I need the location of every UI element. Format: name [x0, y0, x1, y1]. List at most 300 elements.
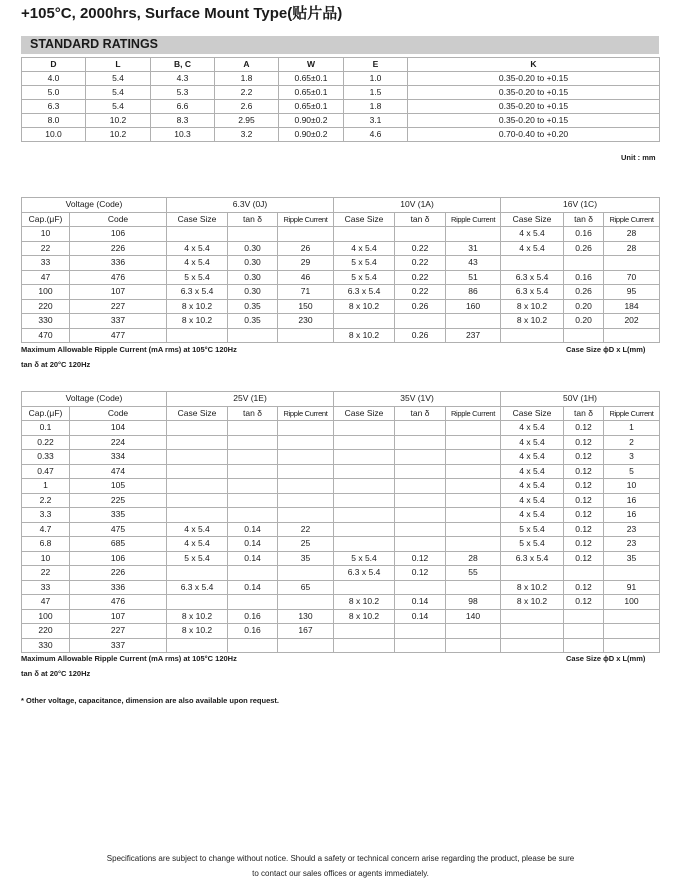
table-cell: 0.14 — [228, 537, 278, 552]
table-row — [22, 464, 660, 479]
table-cell: 0.12 — [395, 566, 446, 581]
column-header: Case Size — [334, 406, 395, 421]
column-header: Ripple Current — [604, 212, 660, 227]
table-cell: 98 — [446, 595, 501, 610]
table-cell: 0.26 — [564, 285, 604, 300]
table-cell — [167, 328, 228, 343]
table-cell: 0.26 — [564, 241, 604, 256]
column-header: E — [344, 58, 408, 72]
table-cell: 23 — [604, 522, 660, 537]
code-header: Code — [70, 212, 167, 227]
table-row — [22, 537, 660, 552]
table-cell: 10 — [22, 227, 70, 242]
table-cell: 4.7 — [22, 522, 70, 537]
table-cell: 8 x 10.2 — [334, 328, 395, 343]
table-cell: 1 — [22, 479, 70, 494]
table-cell: 95 — [604, 285, 660, 300]
table-row — [22, 227, 660, 242]
table-cell — [564, 624, 604, 639]
table-cell — [228, 638, 278, 653]
column-header: L — [86, 58, 151, 72]
table-cell: 8 x 10.2 — [334, 609, 395, 624]
table-cell: 51 — [446, 270, 501, 285]
column-header: Case Size — [167, 212, 228, 227]
table-cell — [278, 450, 334, 465]
table-cell: 5 x 5.4 — [334, 270, 395, 285]
table-cell: 0.16 — [228, 609, 278, 624]
table-cell: 140 — [446, 609, 501, 624]
standard-ratings-table — [21, 57, 660, 142]
table-cell: 150 — [278, 299, 334, 314]
table-cell: 0.35-0.20 to +0.15 — [408, 86, 660, 100]
table-cell: 167 — [278, 624, 334, 639]
table-cell: 0.12 — [564, 464, 604, 479]
table-cell: 4 x 5.4 — [167, 522, 228, 537]
table-row — [22, 435, 660, 450]
availability-note: * Other voltage, capacitance, dimension are also available upon request. — [21, 696, 280, 705]
table-row — [22, 522, 660, 537]
table-cell: 0.30 — [228, 270, 278, 285]
table-cell — [228, 464, 278, 479]
table-cell — [604, 624, 660, 639]
table-row — [22, 241, 660, 256]
table-cell — [334, 435, 395, 450]
table-cell: 6.3 x 5.4 — [334, 285, 395, 300]
table-row — [22, 285, 660, 300]
table-cell: 5.0 — [22, 86, 86, 100]
table-cell — [395, 450, 446, 465]
table-cell: 2.2 — [22, 493, 70, 508]
table-cell — [395, 464, 446, 479]
table-cell: 470 — [22, 328, 70, 343]
table-cell: 3 — [604, 450, 660, 465]
table-cell: 476 — [70, 270, 167, 285]
table-cell — [395, 537, 446, 552]
table-cell: 0.12 — [564, 435, 604, 450]
table-cell: 227 — [70, 624, 167, 639]
table-cell: 0.65±0.1 — [279, 72, 344, 86]
table-cell: 106 — [70, 227, 167, 242]
table-cell — [604, 328, 660, 343]
table-cell: 5.4 — [86, 100, 151, 114]
column-header: Ripple Current — [604, 406, 660, 421]
table-cell — [167, 227, 228, 242]
table-cell — [501, 638, 564, 653]
table-cell: 10.3 — [151, 128, 215, 142]
table-cell: 476 — [70, 595, 167, 610]
table-cell: 8 x 10.2 — [167, 609, 228, 624]
table-cell: 6.3 x 5.4 — [167, 580, 228, 595]
table-cell: 4 x 5.4 — [501, 421, 564, 436]
table-cell: 47 — [22, 270, 70, 285]
column-header-row — [22, 406, 660, 421]
table-cell — [228, 328, 278, 343]
table-cell: 4 x 5.4 — [167, 256, 228, 271]
table-cell: 22 — [22, 241, 70, 256]
table-cell: 0.14 — [228, 522, 278, 537]
ripple-note: Maximum Allowable Ripple Current (mA rms) at 105°C 120Hz — [21, 654, 237, 663]
table-cell — [278, 566, 334, 581]
table-cell: 0.26 — [395, 328, 446, 343]
table-cell — [395, 314, 446, 329]
table-cell: 6.3 x 5.4 — [501, 270, 564, 285]
table-cell — [334, 479, 395, 494]
table-cell: 10.2 — [86, 114, 151, 128]
table-cell — [334, 227, 395, 242]
table-cell: 31 — [446, 241, 501, 256]
table-cell: 107 — [70, 285, 167, 300]
table-cell: 226 — [70, 566, 167, 581]
table-cell: 105 — [70, 479, 167, 494]
table-cell: 337 — [70, 638, 167, 653]
unit-note: Unit : mm — [621, 153, 656, 162]
voltage-header-row — [22, 198, 660, 213]
table-cell: 0.12 — [564, 493, 604, 508]
table-cell: 100 — [22, 609, 70, 624]
table-cell: 5 — [604, 464, 660, 479]
table-cell: 0.12 — [564, 450, 604, 465]
table-cell: 0.30 — [228, 241, 278, 256]
table-cell — [334, 624, 395, 639]
table-cell: 0.33 — [22, 450, 70, 465]
table-cell — [395, 479, 446, 494]
column-header: tan δ — [395, 212, 446, 227]
table-cell: 8.0 — [22, 114, 86, 128]
column-header: W — [279, 58, 344, 72]
column-header: D — [22, 58, 86, 72]
table-cell: 0.14 — [228, 580, 278, 595]
table-cell — [167, 450, 228, 465]
table-cell: 65 — [278, 580, 334, 595]
table-cell: 6.3 x 5.4 — [334, 566, 395, 581]
table-cell: 224 — [70, 435, 167, 450]
table-cell: 86 — [446, 285, 501, 300]
voltage-header: 25V (1E) — [167, 392, 334, 407]
table-cell — [501, 328, 564, 343]
table-cell: 25 — [278, 537, 334, 552]
table-row — [22, 595, 660, 610]
table-cell — [228, 421, 278, 436]
table-cell: 5 x 5.4 — [167, 551, 228, 566]
table-cell: 8 x 10.2 — [334, 299, 395, 314]
table-cell: 106 — [70, 551, 167, 566]
table-cell: 26 — [278, 241, 334, 256]
voltage-header: 10V (1A) — [334, 198, 501, 213]
table-cell: 1 — [604, 421, 660, 436]
table-cell — [167, 435, 228, 450]
column-header-row — [22, 212, 660, 227]
table-cell: 4 x 5.4 — [501, 241, 564, 256]
table-cell — [334, 537, 395, 552]
voltage-code-header: Voltage (Code) — [22, 198, 167, 213]
table-cell — [334, 638, 395, 653]
column-header: Case Size — [167, 406, 228, 421]
table-cell — [167, 464, 228, 479]
table-cell — [446, 638, 501, 653]
table-cell: 8 x 10.2 — [501, 314, 564, 329]
table-cell — [228, 566, 278, 581]
table-cell: 0.30 — [228, 285, 278, 300]
table-cell — [228, 450, 278, 465]
table-cell — [395, 493, 446, 508]
column-header: A — [215, 58, 279, 72]
table-cell — [278, 435, 334, 450]
table-cell: 47 — [22, 595, 70, 610]
table-cell: 0.16 — [564, 227, 604, 242]
table-cell: 104 — [70, 421, 167, 436]
table-cell: 6.8 — [22, 537, 70, 552]
table-cell — [278, 227, 334, 242]
table-cell — [446, 624, 501, 639]
voltage-header: 6.3V (0J) — [167, 198, 334, 213]
table-cell: 220 — [22, 624, 70, 639]
table-cell: 0.12 — [564, 421, 604, 436]
standard-ratings-heading: STANDARD RATINGS — [30, 37, 159, 51]
table-cell — [446, 450, 501, 465]
column-header: Ripple Current — [278, 406, 334, 421]
table-cell: 10.0 — [22, 128, 86, 142]
table-cell — [167, 595, 228, 610]
table-cell — [278, 595, 334, 610]
table-cell — [395, 435, 446, 450]
table-cell — [446, 537, 501, 552]
table-cell: 28 — [604, 241, 660, 256]
table-cell: 5 x 5.4 — [334, 551, 395, 566]
ratings-table-high-voltage — [21, 391, 660, 653]
table-row — [22, 493, 660, 508]
table-cell: 6.6 — [151, 100, 215, 114]
table-cell: 4 x 5.4 — [167, 241, 228, 256]
table-cell: 0.12 — [564, 537, 604, 552]
table-cell: 2.2 — [215, 86, 279, 100]
table-cell: 5.4 — [86, 86, 151, 100]
table-cell: 0.1 — [22, 421, 70, 436]
footer-line-2: to contact our sales offices or agents immediately. — [252, 869, 429, 878]
table-cell: 4 x 5.4 — [501, 464, 564, 479]
table-cell — [167, 638, 228, 653]
table-cell: 0.22 — [395, 270, 446, 285]
table-cell: 6.3 — [22, 100, 86, 114]
table-cell: 334 — [70, 450, 167, 465]
table-cell: 8.3 — [151, 114, 215, 128]
table-cell — [278, 479, 334, 494]
table-row — [22, 551, 660, 566]
table-cell: 3.2 — [215, 128, 279, 142]
table-cell: 35 — [604, 551, 660, 566]
table-cell — [334, 464, 395, 479]
table-cell — [278, 421, 334, 436]
table-cell: 0.12 — [564, 595, 604, 610]
table-cell: 91 — [604, 580, 660, 595]
table-row — [22, 100, 660, 114]
table-cell: 0.65±0.1 — [279, 100, 344, 114]
table-cell — [278, 508, 334, 523]
table-cell: 6.3 x 5.4 — [501, 285, 564, 300]
table-cell: 33 — [22, 256, 70, 271]
capacitance-header: Cap.(μF) — [22, 406, 70, 421]
table-cell: 43 — [446, 256, 501, 271]
table-cell: 335 — [70, 508, 167, 523]
code-header: Code — [70, 406, 167, 421]
table-cell: 16 — [604, 508, 660, 523]
voltage-code-header: Voltage (Code) — [22, 392, 167, 407]
table-cell — [278, 464, 334, 479]
column-header: tan δ — [228, 406, 278, 421]
table-cell: 0.14 — [228, 551, 278, 566]
table-cell — [228, 508, 278, 523]
table-row — [22, 508, 660, 523]
table-cell: 4.3 — [151, 72, 215, 86]
table-cell: 0.12 — [564, 508, 604, 523]
table-cell: 0.14 — [395, 609, 446, 624]
table-cell: 4 x 5.4 — [501, 435, 564, 450]
footer-line-1: Specifications are subject to change without notice. Should a safety or technical concern arise regarding the product, please be sure — [106, 854, 575, 863]
table-cell: 0.12 — [395, 551, 446, 566]
column-header: Ripple Current — [278, 212, 334, 227]
table-cell: 0.20 — [564, 314, 604, 329]
table-cell — [395, 522, 446, 537]
table-row — [22, 479, 660, 494]
table-cell: 4 x 5.4 — [334, 241, 395, 256]
table-row — [22, 299, 660, 314]
table-cell — [564, 328, 604, 343]
table-cell: 0.20 — [564, 299, 604, 314]
table-cell: 337 — [70, 314, 167, 329]
table-cell: 226 — [70, 241, 167, 256]
table-cell: 22 — [22, 566, 70, 581]
table-cell: 4.0 — [22, 72, 86, 86]
table-cell — [501, 256, 564, 271]
table-cell: 6.3 x 5.4 — [167, 285, 228, 300]
table-cell — [564, 609, 604, 624]
table-row — [22, 609, 660, 624]
tan-note: tan δ at 20°C 120Hz — [21, 669, 91, 678]
table-cell — [446, 580, 501, 595]
table-cell — [564, 638, 604, 653]
table-row — [22, 314, 660, 329]
table-cell: 8 x 10.2 — [501, 580, 564, 595]
table-cell — [446, 227, 501, 242]
table-cell: 5.4 — [86, 72, 151, 86]
table-cell — [446, 479, 501, 494]
table-cell: 184 — [604, 299, 660, 314]
voltage-header-row — [22, 392, 660, 407]
column-header: Case Size — [334, 212, 395, 227]
table-cell: 336 — [70, 580, 167, 595]
table-cell: 4 x 5.4 — [501, 479, 564, 494]
column-header: Ripple Current — [446, 212, 501, 227]
table-cell: 107 — [70, 609, 167, 624]
table-cell: 0.22 — [395, 241, 446, 256]
table-cell — [228, 479, 278, 494]
column-header: B, C — [151, 58, 215, 72]
table-cell — [228, 227, 278, 242]
table-cell — [446, 508, 501, 523]
column-header: Case Size — [501, 212, 564, 227]
table-cell — [167, 566, 228, 581]
table-row — [22, 638, 660, 653]
table-cell — [167, 479, 228, 494]
column-header: tan δ — [228, 212, 278, 227]
table-cell: 0.47 — [22, 464, 70, 479]
table-cell — [334, 580, 395, 595]
table-cell: 5 x 5.4 — [501, 537, 564, 552]
table-row — [22, 421, 660, 436]
table-cell: 336 — [70, 256, 167, 271]
table-cell: 4.6 — [344, 128, 408, 142]
table-row — [22, 450, 660, 465]
table-cell — [395, 227, 446, 242]
table-cell — [167, 493, 228, 508]
table-cell: 2.6 — [215, 100, 279, 114]
table-cell — [446, 421, 501, 436]
table-cell — [228, 595, 278, 610]
table-cell: 29 — [278, 256, 334, 271]
table-cell: 8 x 10.2 — [501, 595, 564, 610]
table-row — [22, 624, 660, 639]
table-cell — [395, 508, 446, 523]
table-cell: 10 — [604, 479, 660, 494]
table-cell: 225 — [70, 493, 167, 508]
table-cell: 28 — [446, 551, 501, 566]
table-row — [22, 580, 660, 595]
table-cell: 330 — [22, 314, 70, 329]
standard-ratings-heading-bar — [21, 36, 659, 54]
table-cell: 55 — [446, 566, 501, 581]
table-cell — [228, 435, 278, 450]
table-cell: 100 — [604, 595, 660, 610]
voltage-header: 50V (1H) — [501, 392, 660, 407]
table-cell: 0.65±0.1 — [279, 86, 344, 100]
table-cell — [334, 508, 395, 523]
table-cell: 0.14 — [395, 595, 446, 610]
table-cell: 35 — [278, 551, 334, 566]
table-cell — [395, 421, 446, 436]
table-cell: 0.35 — [228, 314, 278, 329]
table-cell: 4 x 5.4 — [501, 450, 564, 465]
table-cell — [446, 435, 501, 450]
table-cell: 330 — [22, 638, 70, 653]
table-cell: 1.8 — [344, 100, 408, 114]
table-cell: 3.1 — [344, 114, 408, 128]
table-cell: 8 x 10.2 — [167, 299, 228, 314]
table-cell: 4 x 5.4 — [501, 508, 564, 523]
table-cell: 4 x 5.4 — [501, 227, 564, 242]
table-cell — [334, 421, 395, 436]
table-cell: 1.0 — [344, 72, 408, 86]
table-cell: 477 — [70, 328, 167, 343]
table-cell: 474 — [70, 464, 167, 479]
table-cell: 0.35-0.20 to +0.15 — [408, 72, 660, 86]
table-row — [22, 72, 660, 86]
table-cell — [446, 314, 501, 329]
table-cell: 0.12 — [564, 479, 604, 494]
table-cell: 5 x 5.4 — [167, 270, 228, 285]
table-cell: 71 — [278, 285, 334, 300]
table-cell — [501, 609, 564, 624]
table-cell: 8 x 10.2 — [334, 595, 395, 610]
case-size-note: Case Size ϕD x L(mm) — [566, 654, 646, 663]
table-cell: 2.95 — [215, 114, 279, 128]
table-cell: 28 — [604, 227, 660, 242]
table-cell — [395, 624, 446, 639]
table-cell: 4 x 5.4 — [167, 537, 228, 552]
table-cell: 3.3 — [22, 508, 70, 523]
case-size-note: Case Size ϕD x L(mm) — [566, 345, 646, 354]
table-cell — [167, 508, 228, 523]
table-cell: 22 — [278, 522, 334, 537]
table-cell — [501, 566, 564, 581]
